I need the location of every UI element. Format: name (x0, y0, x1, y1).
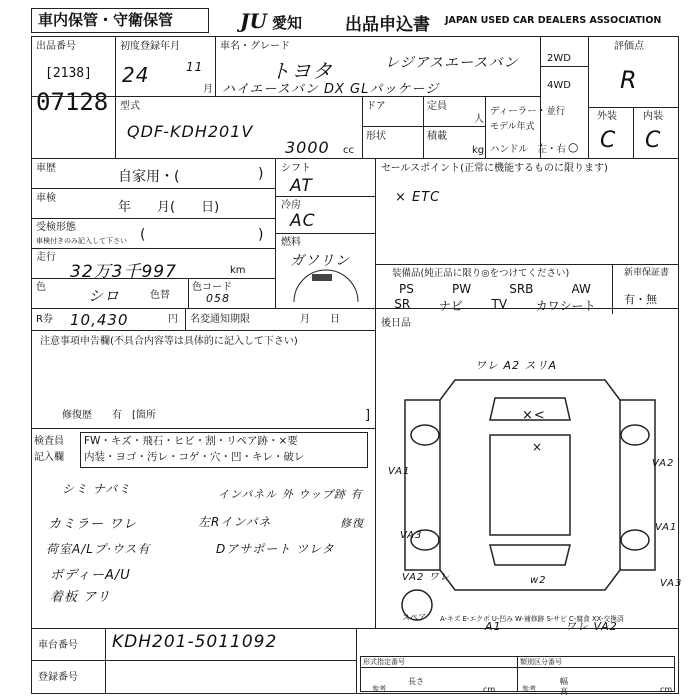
remark-5: 左Rインパネ (198, 515, 272, 529)
model-code-label: 型式 (120, 101, 140, 112)
mileage-unit: km (230, 265, 246, 276)
notes-label: 注意事項申告欄(不具合内容等は具体的に記入して下さい) (40, 336, 298, 347)
equip-srb: SRB (509, 282, 534, 296)
fuel-value: ガソリン (290, 253, 350, 269)
acceptance-label: 受検形態 (36, 222, 76, 233)
car-maker: トヨタ (270, 59, 333, 83)
remark-8: ボディーA/U (50, 568, 131, 583)
lot-number-label: 出品番号 (36, 41, 76, 52)
damage-legend: A-キズ E-エクボ U-凹み W-補修跡 S-サビ C-腐食 XX-交換済 (440, 615, 624, 623)
equip-navi: ナビ (438, 299, 463, 313)
name-change-value: 月 日 (300, 314, 340, 325)
mark-bottom1: A1 (485, 620, 502, 633)
handle-circle: ○ (568, 140, 580, 154)
model-code: QDF-KDH201V (127, 122, 254, 141)
inspector-row2: 内装・ヨゴ・汚レ・コゲ・穴・凹・キレ・破レ (84, 451, 305, 463)
displacement: 3000 (285, 138, 330, 157)
doors-label: ドア (366, 101, 386, 112)
repair-close: ] (365, 408, 371, 423)
interior-grade: C (645, 128, 662, 153)
mark-left3: VA2 ワレ (402, 572, 451, 583)
remark-7: Dアサポート ツレタ (216, 542, 335, 556)
dim-height: 高 (560, 687, 568, 696)
history-close: ) (258, 166, 264, 182)
interior-label: 内装 (643, 111, 663, 122)
first-reg-month: 11 (186, 60, 204, 74)
capacity-label: 定員 (427, 101, 447, 112)
form-model-label: 形式指定番号 (363, 658, 405, 666)
mark-bottom2: ワレ VA2 (565, 620, 618, 633)
sales-point-label: セールスポイント(正常に機能するものに限ります) (381, 163, 608, 174)
shift-value: AT (290, 176, 313, 196)
equip-pw: PW (452, 282, 472, 296)
mark-right3: VA3 (660, 578, 683, 589)
mark-right2: VA1 (655, 522, 678, 533)
lot-sub-number: [2138] (45, 66, 92, 81)
model-year-label: モデル年式 (490, 122, 535, 132)
remark-6: 荷室A/Lプ·ウス有 (46, 542, 151, 556)
fuel-gauge-icon (290, 268, 362, 304)
mark-tail: w2 (530, 575, 547, 586)
rating-label: 評価点 (614, 41, 644, 52)
form-title: 出品申込書 (345, 15, 430, 35)
sales-point-value: × ETC (395, 190, 441, 205)
acceptance-value: ( (140, 227, 146, 243)
first-reg-month-unit: 月 (203, 84, 213, 95)
mark-left1: VA1 (388, 466, 411, 477)
rating-overall: R (620, 66, 638, 94)
dealer-label: ディーラー・並行 (490, 106, 566, 117)
history-value: 自家用・( (118, 169, 180, 185)
inspector-label2: 記入欄 (34, 452, 64, 463)
color-value: シロ (88, 287, 121, 305)
exterior-label: 外装 (597, 111, 617, 122)
acceptance-close: ) (258, 227, 264, 243)
org-name: 愛知 (272, 14, 303, 32)
acceptance-note: 車検付きのみ記入して下さい (36, 237, 127, 245)
mileage-value: 32万3千997 (70, 262, 177, 282)
car-model: レジアスエースバン (385, 55, 519, 71)
shift-label: シフト (281, 163, 311, 174)
category-ref: 参考 (522, 685, 536, 693)
aircon-label: 冷房 (281, 200, 301, 211)
association-name: JAPAN USED CAR DEALERS ASSOCIATION (445, 15, 662, 26)
color-label: 色 (36, 282, 46, 293)
equip-sr: SR (394, 297, 411, 311)
load-label: 積載 (427, 131, 447, 142)
remark-4: カミラー ワレ (48, 517, 138, 532)
storage-label: 車内保管・守衛保管 (38, 11, 174, 29)
mark-left2: VA3 (400, 530, 423, 541)
lot-number: 07128 (36, 88, 109, 116)
chassis-label: 車台番号 (38, 640, 78, 651)
drive-2wd: 2WD (547, 53, 571, 64)
mark-top: ワレ A2 スリA (475, 359, 558, 372)
ju-logo: JU (240, 9, 267, 33)
dim-width: 幅 (560, 677, 568, 686)
chassis-number: KDH201-5011092 (112, 632, 278, 652)
equip-ps: PS (399, 282, 414, 296)
first-reg-year: 24 (122, 63, 150, 87)
form-model-ref: 参考 (372, 685, 386, 693)
inspector-row1: FW・キズ・飛石・ヒビ・割・リペア跡・×要 (84, 435, 298, 447)
remark-1: シミ ナバミ (62, 482, 132, 496)
color-change-label: 色替 (150, 290, 170, 301)
mark-right1: VA2 (652, 458, 675, 469)
displacement-unit: cc (343, 145, 354, 156)
equip-aw: AW (571, 282, 591, 296)
fuel-label: 燃料 (281, 237, 301, 248)
inspection-value: 年 月( 日) (118, 200, 220, 215)
warranty-label: 新車保証書 (624, 268, 670, 278)
car-name-label: 車名・グレード (220, 41, 290, 52)
equipment-row2 (380, 297, 610, 314)
aircon-value: AC (290, 211, 316, 231)
dim-width-unit: cm (660, 685, 673, 694)
remark-2: インパネル 外 ウップ跡 有 (218, 488, 363, 501)
recycle-value: 10,430 (70, 311, 129, 329)
equipment-row1 (380, 282, 610, 296)
remark-3: 修復 (340, 517, 364, 530)
mark-roof: ×< (522, 408, 546, 423)
equip-tv: TV (491, 297, 508, 311)
exterior-grade: C (600, 128, 617, 153)
mark-center: × (532, 440, 544, 454)
handle-label: ハンドル 左・右 (490, 144, 567, 155)
dim-length: 長さ (408, 677, 424, 686)
history-label: 車歴 (36, 163, 56, 174)
color-code-label: 色コード (192, 282, 232, 293)
recycle-unit: 円 (168, 314, 178, 325)
inspection-label: 車検 (36, 193, 56, 204)
color-code: 058 (206, 292, 230, 305)
capacity-unit: 人 (474, 114, 484, 125)
drive-4wd: 4WD (547, 80, 571, 91)
load-unit: kg (472, 145, 485, 156)
inspector-label1: 検査員 (34, 436, 64, 447)
spare-label: スペア (402, 613, 426, 622)
warranty-value: 有・無 (624, 293, 657, 306)
first-reg-label: 初度登録年月 (120, 41, 180, 52)
repair-label: 修復歴 有 [箇所 (62, 410, 156, 421)
remark-9: 着板 アリ (50, 590, 111, 605)
equipment-label: 装備品(純正品に限り◎をつけてください) (392, 268, 570, 279)
category-label: 類別区分番号 (520, 658, 562, 666)
equip-leather-seat: カワシート (535, 299, 596, 313)
name-change-label: 名変通知期限 (190, 314, 250, 325)
afterward-label: 後日品 (381, 318, 411, 329)
shape-label: 形状 (366, 131, 386, 142)
mileage-label: 走行 (36, 252, 56, 263)
car-grade: ハイエースバン DX GLパッケージ (222, 82, 440, 97)
recycle-label: R券 (36, 314, 53, 325)
registration-label: 登録番号 (38, 672, 78, 683)
dim-length-unit: cm (483, 685, 496, 694)
